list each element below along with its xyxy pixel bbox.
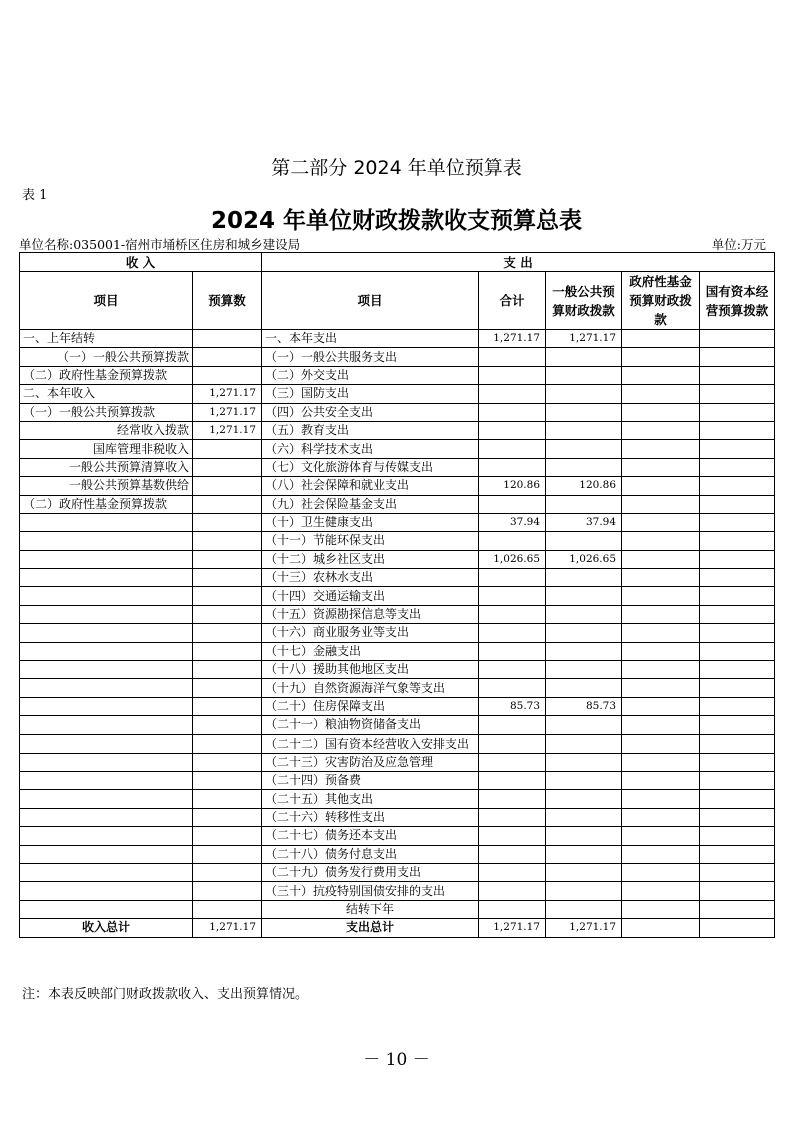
expense-state-cell <box>700 532 775 550</box>
expense-general-cell <box>546 532 622 550</box>
income-amount-cell: 1,271.17 <box>193 403 262 421</box>
expense-item-cell: （十）卫生健康支出 <box>262 513 479 531</box>
income-amount-cell <box>193 532 262 550</box>
income-item-cell: 二、本年收入 <box>20 385 193 403</box>
footnote: 注：本表反映部门财政拨款收入、支出预算情况。 <box>22 987 309 1002</box>
col-header-budget: 预算数 <box>193 272 262 330</box>
expense-fund-cell <box>622 624 700 642</box>
income-amount-cell <box>193 495 262 513</box>
income-item-cell <box>20 900 193 918</box>
income-amount-cell <box>193 697 262 715</box>
expense-item-cell: （九）社会保险基金支出 <box>262 495 479 513</box>
expense-total-cell <box>479 458 546 476</box>
expense-total-cell: 1,026.65 <box>479 550 546 568</box>
expense-total-cell <box>479 403 546 421</box>
income-amount-cell <box>193 845 262 863</box>
income-amount-cell <box>193 900 262 918</box>
expense-state-cell <box>700 827 775 845</box>
expense-general-cell: 85.73 <box>546 697 622 715</box>
income-item-cell: 经常收入拨款 <box>20 421 193 439</box>
expense-state-cell <box>700 569 775 587</box>
column-header-row <box>20 272 775 330</box>
expense-total-amount: 1,271.17 <box>479 919 546 937</box>
income-item-cell <box>20 882 193 900</box>
expense-general-cell <box>546 440 622 458</box>
expense-total-cell <box>479 642 546 660</box>
expense-total-cell <box>479 753 546 771</box>
income-section-header: 收 入 <box>20 253 262 272</box>
income-amount-cell <box>193 477 262 495</box>
expense-general-cell <box>546 790 622 808</box>
income-amount-cell <box>193 734 262 753</box>
col-header-state: 国有资本经营预算拨款 <box>700 272 775 330</box>
expense-fund-cell <box>622 679 700 697</box>
expense-fund-cell <box>622 403 700 421</box>
expense-item-cell: （十二）城乡社区支出 <box>262 550 479 568</box>
income-amount-cell <box>193 642 262 660</box>
expense-general-cell <box>546 348 622 366</box>
table-row <box>20 440 775 458</box>
income-amount-cell: 1,271.17 <box>193 385 262 403</box>
expense-general-cell <box>546 661 622 679</box>
expense-state-cell <box>700 495 775 513</box>
expense-item-cell: （二十六）转移性支出 <box>262 808 479 826</box>
expense-general-cell <box>546 495 622 513</box>
expense-total-cell: 85.73 <box>479 697 546 715</box>
income-amount-cell <box>193 330 262 348</box>
expense-total-cell <box>479 771 546 789</box>
income-amount-cell <box>193 458 262 476</box>
expense-fund-cell <box>622 845 700 863</box>
income-amount-cell <box>193 624 262 642</box>
expense-general-cell <box>546 403 622 421</box>
expense-item-cell: （十三）农林水支出 <box>262 569 479 587</box>
unit-label: 单位:万元 <box>711 237 766 252</box>
expense-total-cell <box>479 605 546 623</box>
expense-general-cell <box>546 900 622 918</box>
expense-fund-cell <box>622 532 700 550</box>
expense-state-cell <box>700 385 775 403</box>
expense-state-cell <box>700 697 775 715</box>
expense-fund-cell <box>622 900 700 918</box>
totals-row <box>20 919 775 937</box>
expense-total-cell <box>479 882 546 900</box>
expense-fund-cell <box>622 513 700 531</box>
table-row <box>20 569 775 587</box>
income-amount-cell <box>193 827 262 845</box>
table-row <box>20 882 775 900</box>
expense-general-cell <box>546 753 622 771</box>
expense-fund-cell <box>622 808 700 826</box>
expense-item-cell: （二）外交支出 <box>262 366 479 384</box>
expense-fund-cell <box>622 385 700 403</box>
income-amount-cell <box>193 569 262 587</box>
table-row <box>20 900 775 918</box>
income-item-cell: （二）政府性基金预算拨款 <box>20 495 193 513</box>
expense-total-cell: 37.94 <box>479 513 546 531</box>
income-item-cell: （一）一般公共预算拨款 <box>20 403 193 421</box>
table-row <box>20 716 775 734</box>
budget-table <box>19 252 775 938</box>
table-row <box>20 495 775 513</box>
expense-item-cell: （五）教育支出 <box>262 421 479 439</box>
expense-fund-cell <box>622 697 700 715</box>
expense-total-cell <box>479 569 546 587</box>
expense-general-total: 1,271.17 <box>546 919 622 937</box>
expense-item-cell: （二十三）灾害防治及应急管理 <box>262 753 479 771</box>
col-header-income-item: 项目 <box>20 272 193 330</box>
table-row <box>20 679 775 697</box>
table-row <box>20 348 775 366</box>
expense-general-cell <box>546 845 622 863</box>
expense-fund-cell <box>622 421 700 439</box>
expense-state-cell <box>700 900 775 918</box>
income-item-cell <box>20 753 193 771</box>
col-header-expense-item: 项目 <box>262 272 479 330</box>
expense-item-cell: （一）一般公共服务支出 <box>262 348 479 366</box>
expense-total-cell <box>479 827 546 845</box>
expense-total-cell <box>479 532 546 550</box>
expense-fund-cell <box>622 440 700 458</box>
expense-state-cell <box>700 550 775 568</box>
income-item-cell <box>20 513 193 531</box>
expense-item-cell: （十一）节能环保支出 <box>262 532 479 550</box>
expense-item-cell: （三）国防支出 <box>262 385 479 403</box>
income-amount-cell <box>193 716 262 734</box>
expense-item-cell: （七）文化旅游体育与传媒支出 <box>262 458 479 476</box>
expense-item-cell: （六）科学技术支出 <box>262 440 479 458</box>
unit-name: 单位名称:035001-宿州市埇桥区住房和城乡建设局 <box>19 237 301 252</box>
expense-item-cell: （三十）抗疫特别国债安排的支出 <box>262 882 479 900</box>
expense-state-cell <box>700 882 775 900</box>
income-amount-cell <box>193 550 262 568</box>
income-total-label: 收入总计 <box>20 919 193 937</box>
expense-fund-cell <box>622 753 700 771</box>
expense-item-cell: （十八）援助其他地区支出 <box>262 661 479 679</box>
table-row <box>20 513 775 531</box>
expense-state-cell <box>700 790 775 808</box>
income-item-cell: （二）政府性基金预算拨款 <box>20 366 193 384</box>
expense-state-cell <box>700 679 775 697</box>
expense-item-cell: （十七）金融支出 <box>262 642 479 660</box>
table-row <box>20 421 775 439</box>
expense-state-total <box>700 919 775 937</box>
expense-total-cell <box>479 790 546 808</box>
income-item-cell <box>20 679 193 697</box>
expense-general-cell: 1,271.17 <box>546 330 622 348</box>
expense-state-cell <box>700 771 775 789</box>
section-header-row <box>20 253 775 272</box>
expense-item-cell: （十九）自然资源海洋气象等支出 <box>262 679 479 697</box>
income-item-cell <box>20 550 193 568</box>
income-item-cell <box>20 605 193 623</box>
expense-total-cell <box>479 385 546 403</box>
expense-state-cell <box>700 477 775 495</box>
expense-item-cell: 一、本年支出 <box>262 330 479 348</box>
expense-general-cell <box>546 605 622 623</box>
income-amount-cell: 1,271.17 <box>193 421 262 439</box>
table-row <box>20 790 775 808</box>
table-row <box>20 827 775 845</box>
income-amount-cell <box>193 863 262 881</box>
income-item-cell <box>20 624 193 642</box>
expense-item-cell: （十六）商业服务业等支出 <box>262 624 479 642</box>
expense-state-cell <box>700 845 775 863</box>
table-row <box>20 550 775 568</box>
expense-general-cell <box>546 679 622 697</box>
expense-total-cell <box>479 734 546 753</box>
expense-total-cell <box>479 808 546 826</box>
expense-state-cell <box>700 513 775 531</box>
table-row <box>20 330 775 348</box>
table-number: 表 1 <box>22 188 48 203</box>
income-item-cell <box>20 808 193 826</box>
expense-fund-cell <box>622 771 700 789</box>
table-row <box>20 808 775 826</box>
expense-state-cell <box>700 366 775 384</box>
expense-general-cell: 1,026.65 <box>546 550 622 568</box>
expense-fund-cell <box>622 330 700 348</box>
expense-fund-cell <box>622 882 700 900</box>
income-item-cell <box>20 863 193 881</box>
expense-item-cell: （二十五）其他支出 <box>262 790 479 808</box>
expense-item-cell: （八）社会保障和就业支出 <box>262 477 479 495</box>
income-amount-cell <box>193 882 262 900</box>
expense-total-cell <box>479 661 546 679</box>
table-row <box>20 605 775 623</box>
expense-item-cell: 结转下年 <box>262 900 479 918</box>
expense-total-cell <box>479 366 546 384</box>
expense-state-cell <box>700 330 775 348</box>
page-title: 2024 年单位财政拨款收支预算总表 <box>210 208 583 234</box>
table-row <box>20 753 775 771</box>
expense-state-cell <box>700 403 775 421</box>
expense-total-cell: 120.86 <box>479 477 546 495</box>
expense-total-cell <box>479 900 546 918</box>
expense-item-cell: （二十）住房保障支出 <box>262 697 479 715</box>
income-item-cell: （一）一般公共预算拨款 <box>20 348 193 366</box>
expense-total-cell <box>479 421 546 439</box>
expense-state-cell <box>700 458 775 476</box>
page-number: － 10 － <box>363 1050 430 1070</box>
expense-general-cell <box>546 642 622 660</box>
expense-general-cell <box>546 385 622 403</box>
expense-general-cell <box>546 771 622 789</box>
expense-fund-cell <box>622 790 700 808</box>
table-row <box>20 734 775 753</box>
part-title: 第二部分 2024 年单位预算表 <box>271 157 522 179</box>
expense-general-cell <box>546 827 622 845</box>
expense-item-cell: （二十七）债务还本支出 <box>262 827 479 845</box>
expense-general-cell <box>546 366 622 384</box>
table-row <box>20 624 775 642</box>
expense-state-cell <box>700 587 775 605</box>
income-item-cell: 一、上年结转 <box>20 330 193 348</box>
expense-general-cell <box>546 624 622 642</box>
expense-state-cell <box>700 753 775 771</box>
income-amount-cell <box>193 513 262 531</box>
expense-total-cell <box>479 624 546 642</box>
expense-fund-cell <box>622 734 700 753</box>
expense-item-cell: （四）公共安全支出 <box>262 403 479 421</box>
expense-state-cell <box>700 624 775 642</box>
expense-item-cell: （二十四）预备费 <box>262 771 479 789</box>
expense-total-cell <box>479 845 546 863</box>
expense-total-cell <box>479 679 546 697</box>
expense-total-cell <box>479 587 546 605</box>
table-row <box>20 697 775 715</box>
income-amount-cell <box>193 771 262 789</box>
table-row <box>20 661 775 679</box>
income-amount-cell <box>193 348 262 366</box>
expense-general-cell <box>546 882 622 900</box>
income-item-cell <box>20 697 193 715</box>
expense-general-cell <box>546 569 622 587</box>
income-amount-cell <box>193 661 262 679</box>
expense-state-cell <box>700 734 775 753</box>
expense-fund-cell <box>622 550 700 568</box>
table-row <box>20 771 775 789</box>
expense-fund-cell <box>622 458 700 476</box>
expense-general-cell <box>546 421 622 439</box>
income-amount-cell <box>193 366 262 384</box>
expense-fund-cell <box>622 569 700 587</box>
income-item-cell <box>20 532 193 550</box>
income-item-cell: 国库管理非税收入 <box>20 440 193 458</box>
income-amount-cell <box>193 587 262 605</box>
expense-total-cell <box>479 495 546 513</box>
expense-fund-cell <box>622 863 700 881</box>
expense-item-cell: （二十一）粮油物资储备支出 <box>262 716 479 734</box>
expense-total-cell <box>479 348 546 366</box>
expense-fund-cell <box>622 477 700 495</box>
income-item-cell: 一般公共预算基数供给 <box>20 477 193 495</box>
expense-total-label: 支出总计 <box>262 919 479 937</box>
expense-state-cell <box>700 661 775 679</box>
income-item-cell <box>20 827 193 845</box>
income-amount-cell <box>193 605 262 623</box>
expense-general-cell <box>546 734 622 753</box>
expense-fund-cell <box>622 661 700 679</box>
table-row <box>20 532 775 550</box>
expense-general-cell <box>546 808 622 826</box>
table-row <box>20 403 775 421</box>
income-amount-cell <box>193 808 262 826</box>
expense-item-cell: （二十九）债务发行费用支出 <box>262 863 479 881</box>
table-row <box>20 642 775 660</box>
expense-fund-cell <box>622 348 700 366</box>
expense-state-cell <box>700 440 775 458</box>
expense-general-cell: 120.86 <box>546 477 622 495</box>
income-total-amount: 1,271.17 <box>193 919 262 937</box>
income-item-cell <box>20 734 193 753</box>
table-row <box>20 587 775 605</box>
expense-state-cell <box>700 642 775 660</box>
table-row <box>20 366 775 384</box>
income-item-cell <box>20 716 193 734</box>
expense-general-cell <box>546 587 622 605</box>
col-header-fund: 政府性基金预算财政拨款 <box>622 272 700 330</box>
expense-state-cell <box>700 716 775 734</box>
expense-fund-cell <box>622 605 700 623</box>
table-row <box>20 845 775 863</box>
expense-total-cell: 1,271.17 <box>479 330 546 348</box>
income-amount-cell <box>193 679 262 697</box>
income-amount-cell <box>193 753 262 771</box>
expense-general-cell <box>546 863 622 881</box>
expense-fund-cell <box>622 716 700 734</box>
expense-state-cell <box>700 348 775 366</box>
expense-fund-total <box>622 919 700 937</box>
expense-item-cell: （十五）资源勘探信息等支出 <box>262 605 479 623</box>
expense-fund-cell <box>622 827 700 845</box>
expense-state-cell <box>700 421 775 439</box>
expense-general-cell: 37.94 <box>546 513 622 531</box>
expense-item-cell: （二十二）国有资本经营收入安排支出 <box>262 734 479 753</box>
income-amount-cell <box>193 790 262 808</box>
expense-general-cell <box>546 716 622 734</box>
expense-state-cell <box>700 863 775 881</box>
income-amount-cell <box>193 440 262 458</box>
expense-fund-cell <box>622 495 700 513</box>
table-row <box>20 477 775 495</box>
col-header-total: 合计 <box>479 272 546 330</box>
income-item-cell <box>20 771 193 789</box>
expense-general-cell <box>546 458 622 476</box>
table-row <box>20 458 775 476</box>
expense-total-cell <box>479 716 546 734</box>
income-item-cell <box>20 587 193 605</box>
expense-fund-cell <box>622 366 700 384</box>
income-item-cell <box>20 661 193 679</box>
expense-total-cell <box>479 440 546 458</box>
income-item-cell <box>20 642 193 660</box>
expense-total-cell <box>479 863 546 881</box>
expense-state-cell <box>700 605 775 623</box>
expense-item-cell: （十四）交通运输支出 <box>262 587 479 605</box>
expense-item-cell: （二十八）债务付息支出 <box>262 845 479 863</box>
expense-fund-cell <box>622 642 700 660</box>
col-header-general: 一般公共预算财政拨款 <box>546 272 622 330</box>
income-item-cell <box>20 845 193 863</box>
income-item-cell <box>20 790 193 808</box>
table-row <box>20 863 775 881</box>
income-item-cell: 一般公共预算清算收入 <box>20 458 193 476</box>
expense-state-cell <box>700 808 775 826</box>
table-row <box>20 385 775 403</box>
expense-section-header: 支 出 <box>262 253 775 272</box>
expense-fund-cell <box>622 587 700 605</box>
income-item-cell <box>20 569 193 587</box>
